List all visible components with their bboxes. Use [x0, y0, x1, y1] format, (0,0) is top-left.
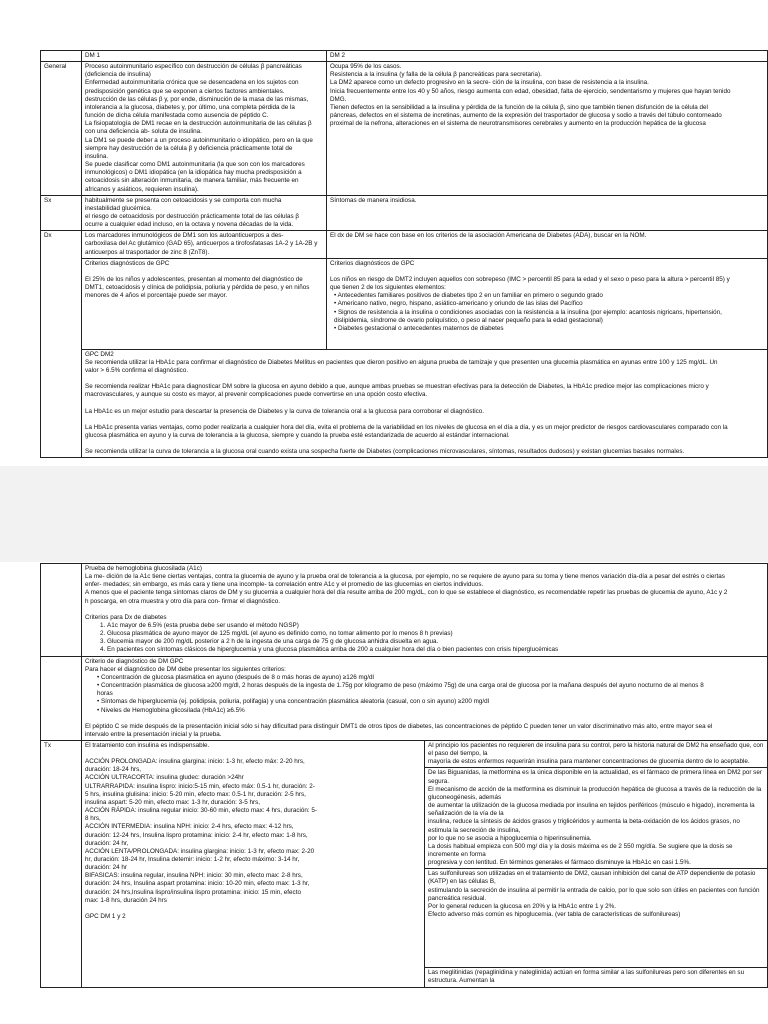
header-dm1: DM 1	[82, 51, 327, 62]
row-label-sx: Sx	[41, 195, 82, 231]
gpc-dm2-p3	[85, 408, 764, 416]
text-line: duración: 24 hr	[85, 864, 128, 872]
gpc-dm2-block-title: GPC DM2	[85, 350, 114, 358]
table-header-row	[41, 51, 768, 62]
text-line: horas	[97, 690, 113, 698]
sx-dm2-cell	[327, 195, 768, 231]
text-line: DMT1, cetoacidosis y clínica de polidipsia, poliuria y pérdida de peso, y en niños	[85, 284, 310, 292]
text-line: • Diabetes gestacional o antecedentes maternos de diabetes	[334, 324, 504, 332]
text-line: Resistencia a la insulina (y falla de la célula β pancreáticas para secretaria).	[330, 71, 542, 79]
text-line: duración: 24 hrs, Insulina aspart protamina: inicio: 10-20 min, efecto max: 1-3 hr,	[85, 880, 310, 888]
gpc-criteria-intro: Para hacer el diagnóstico de DM debe presentar los siguientes criterios:	[85, 665, 286, 673]
gpc-dm1-title: Criterios diagnósticos de GPC	[85, 259, 170, 267]
text-line: Se recomienda utilizar la HbA1c para confirmar el diagnóstico de Diabetes Mellitus en pacientes que dieron positivo en alguna prueba de tamizaje y que presenten una glucemia plasmática en ayunas entre 100 y 125 mg/dL. Un	[85, 358, 718, 366]
text-line: cetoacidosis sin alteración inmunitaria, de manera familiar, más frecuente en	[85, 177, 299, 185]
text-line: • Signos de resistencia a la insulina o condiciones asociadas con la resistencia a la insulina (por ejemplo: acantosis nigricans, hipertensión,	[334, 308, 722, 316]
text-line: valor > 6.5% confirma el diagnóstico.	[85, 367, 189, 375]
text-line: Al principio los pacientes no requieren de insulina para su control, pero la historia natural de DM2 ha enseñado que, con el paso del tiempo, la	[428, 741, 764, 758]
text-line: dislipidemia, síndrome de ovario poliquístico, o peso al nacer pequeño para la edad gestacional)	[334, 316, 603, 324]
text-line: Inicia frecuentemente entre los 40 y 50 años, riesgo aumenta con edad, obesidad, falta de ejercicio, sendentarismo y mujeres que hayan tenido	[330, 87, 731, 95]
text-line: siempre hay destrucción de la célula β y deficiencia prácticamente total de	[85, 144, 293, 152]
text-line: Se puede clasificar como DM1 autoinmunitaria (la que son con los marcadores	[85, 161, 305, 169]
text-line: inmunológicos) o DM1 idiopática (en la idiopática hay mucha predisposición a	[85, 169, 302, 177]
text-line: • Antecedentes familiares positivos de diabetes tipo 2 en un familiar en primero o segundo grado	[334, 292, 603, 300]
text-line: habitualmente se presenta con cetoacidosis y se comporta con mucha	[85, 196, 282, 204]
dx-gpc-dm2-cell	[327, 258, 768, 349]
tx-dm1-insulins	[85, 758, 421, 905]
text-line: duración: 24 hrs,Insulina lispro/insulina lispro protamina: inicio: 15 min, efecto	[85, 888, 301, 896]
text-line: La dosis habitual empieza con 500 mg/ día y la dosis máxima es de 2 550 mg/día. Se sugiere que la dosis se incremente en forma	[428, 842, 733, 858]
gpc-dm2-intro	[330, 276, 764, 292]
text-line: Tienen defectos en la sensibilidad a la insulina y pérdida de la función de la célula β, sino que también tienen disfunción de la célula del	[330, 103, 708, 111]
page-gap	[0, 466, 768, 562]
text-line: menores de 4 años el porcentaje puede ser mayor.	[85, 292, 228, 300]
text-line: insulina aspart: 5-20 min, efecto max: 1-3 hr, duración: 3-5 hrs,	[85, 798, 260, 806]
text-line: africanos y asiáticos, requieren insulina).	[85, 185, 199, 193]
text-line: La fisiopatología de DM1 recae en la destrucción autoinmunitaria de las células β	[85, 120, 312, 128]
text-line: • Niveles de Hemoglobina glicosilada (HbA1c) ≥6.5%	[97, 706, 245, 714]
text-line: ACCIÓN INTERMEDIA: insulina NPH: inicio: 2-4 hrs, efecto max: 4-12 hrs,	[85, 823, 294, 831]
row-tx	[41, 740, 768, 987]
text-line: páncreas, defectos en el sistema de incretinas, aumento de la expresión del trasportador de glucosa y sodio a través del túbulo contorneado	[330, 112, 722, 120]
gpc-dm2-p2	[85, 383, 764, 399]
tx-dm1-cell	[82, 740, 425, 987]
row-dx-gpc	[41, 258, 768, 349]
text-line: La DM2 aparece como un defecto progresivo en la secre- ción de la insulina, con base de resistencia a la insulina.	[330, 79, 649, 87]
gpc-dm2-block	[82, 349, 768, 457]
text-line: ACCIÓN RÁPIDA: insulina regular inicio: 30-60 min, efecto max: 4 hrs, duración: 5-	[85, 807, 318, 815]
row-gpc-criteria	[41, 656, 768, 740]
gpc-dm2-bullets	[330, 292, 764, 333]
text-line: Síntomas de manera insidiosa.	[330, 196, 417, 204]
text-line: ACCIÓN LENTA/PROLONGADA: insulina glargina: inicio: 1-3 hr, efecto max: 2-20	[85, 847, 315, 855]
row-sx	[41, 195, 768, 231]
gpc-dm2-p5	[85, 448, 764, 456]
gpc-dm1-text	[85, 276, 323, 300]
text-line: de aumentar la utilización de la glucosa mediada por insulina en tejidos periféricos (músculo e hígado), incrementa la señalización de la vía de la	[428, 802, 755, 818]
text-line: BIFASICAS: insulina regular, insulina NPH: inicio: 30 min, efecto max: 2-8 hrs,	[85, 872, 303, 880]
text-line: (deficiencia de insulina)	[85, 71, 151, 79]
gpc-criteria-label-cell	[41, 656, 82, 740]
dx-dm2-cell	[327, 231, 768, 258]
dm-continuation-table	[40, 563, 768, 988]
text-line: duración: 12-24 hrs, Insulina lispro protamina: inicio: 2-4 hr, efecto max: 1-8 hrs,	[85, 831, 308, 839]
text-line: Proceso autoinmunitario específico con destrucción de células β pancreáticas	[85, 63, 302, 71]
tx-dm2-metformina	[425, 768, 767, 869]
text-line: ocurre a cualquier edad incluso, en la octava y novena décadas de la vida.	[85, 221, 294, 229]
text-line: El péptido C se mide después de la presentación inicial sólo si hay dificultad para distinguir DMT1 de otros tipos de diabetes, las concentraciones de péptido C pueden tener un valor discriminativo más alto, entre mayor sea el	[85, 722, 713, 730]
text-line: Las sulfonilureas son utilizadas en el tratamiento de DM2, causan inhibición del canal de ATP dependiente de potasio (KATP) en las células B,	[428, 870, 756, 886]
page-1	[40, 50, 768, 458]
text-line: El dx de DM se hace con base en los criterios de la asociación Americana de Diabetes (ADA), buscar en la NOM.	[330, 232, 647, 240]
text-line: glucosa plasmática en ayuno y la curva de tolerancia a la glucosa, siempre y cuando la prueba esté estandarizada de acuerdo al estándar internacional.	[85, 431, 510, 439]
tx-dm2-first	[425, 741, 767, 768]
text-line: 5 hrs, insulina glulisina: inicio: 5-20 min, efecto max: 0.5-1 hr, duración: 2-5 hrs,	[85, 790, 306, 798]
text-line: duración: 18-24 hrs,	[85, 766, 142, 774]
criteria-item: 3. Glucemia mayor de 200 mg/dL posterior a 2 h de la ingesta de una carga de 75 g de glucosa anhidra disuelta en agua.	[107, 638, 764, 646]
gpc-criteria-cell	[82, 656, 768, 740]
text-line: duración: 24 hr,	[85, 839, 129, 847]
text-line: • Concentración de glucosa plasmática en ayuno (después de 8 o más horas de ayuno) ≥126 mg/dl	[97, 673, 374, 681]
text-line: hr, duración: 18-24 hr, Insulina detemir: inicio: 1-2 hr, efecto máximo: 3-14 hr,	[85, 856, 300, 863]
text-line: ACCIÓN ULTRACORTA: insulina gludec: duración >24hr	[85, 774, 244, 782]
text-line: • Síntomas de hiperglucemia (ej. polidipsia, poliuria, polifagia) y una concentración plasmática aleatoria (casual, con o sin ayuno) ≥200 mg/dl	[97, 698, 490, 706]
text-line: intervalo entre la presentación inicial y la prueba.	[85, 730, 222, 738]
text-line: con una deficiencia ab- soluta de insulina.	[85, 128, 202, 136]
criteria-item: 4. En pacientes con síntomas clásicos de hiperglucemia y una glucosa plasmática arriba de 200 a cualquier hora del día o bien pacientes con crisis hiperglucémicas	[107, 646, 764, 654]
row-gpc-dm2	[41, 349, 768, 457]
text-line: El 25% de los niños y adolescentes, presentan al momento del diagnóstico de	[85, 275, 303, 283]
text-line: progresiva y con lentitud. En términos generales el fármaco disminuye la HbA1c en casi 1.5%.	[428, 859, 691, 867]
text-line: anticuerpos al trasportador de zinc 8 (ZnT8).	[85, 248, 210, 256]
text-line: macrovasculares, y aunque su costo es mayor, al prevenir complicaciones puede convertirse en una opción costo efectiva.	[85, 391, 428, 399]
text-line: De las Biguanidas, la metformina es la única disponible en la actualidad, es el fármaco de primera línea en DM2 por ser segura.	[428, 769, 762, 785]
text-line: mayoría de estos enfermos requerirán insulina para mantener concentraciones de glucemia dentro de lo aceptable.	[428, 758, 750, 766]
text-line: El mecanismo de acción de la metformina es disminuir la producción hepática de glucosa a través de la reducción de la gluconeogénesis, además	[428, 785, 762, 801]
text-line: enfer- medades; sin embargo, es más cara y tiene una incomple- ta correlación entre A1c y el promedio de las glucemias en ciertos individuos.	[85, 581, 484, 589]
sx-dm1-cell	[82, 195, 327, 231]
hba1c-cell	[82, 564, 768, 657]
general-dm1-cell	[82, 62, 327, 196]
text-line: h poscarga, en otra muestra y otro día para con- firmar el diagnóstico.	[85, 597, 280, 605]
row-hba1c	[41, 564, 768, 657]
text-line: destrucción de las células β y, por ende, disminución de la masa de las mismas,	[85, 95, 309, 103]
general-dm2-cell	[327, 62, 768, 196]
text-line: insulina.	[85, 152, 109, 160]
row-label-general: General	[41, 62, 82, 196]
text-line: DMG.	[330, 95, 347, 103]
text-line: ULTRARRAPIDA: insulina lispro: inicio:5-15 min, efecto máx: 0.5-1 hr, duración: 2-	[85, 782, 315, 790]
header-dm2: DM 2	[327, 51, 768, 62]
text-line: Los niños en riesgo de DMT2 incluyen aquellos con sobrepeso (IMC > percentil 85 para la edad y el sexo o peso para la altura > percentil 85) y	[330, 275, 730, 283]
text-line: función de dicha célula manifestada como ausencia de péptido C.	[85, 112, 269, 120]
row-dx	[41, 231, 768, 258]
text-line: 8 hrs,	[85, 815, 101, 823]
dm-comparison-table	[40, 50, 768, 458]
header-empty-cell	[41, 51, 82, 62]
dx-gpc-dm1-cell	[82, 258, 327, 349]
text-line: predisposición genética que se exponen a ciertos factores ambientales.	[85, 87, 285, 95]
tx-dm2-sulfonilureas	[425, 869, 767, 968]
text-line: proximal de la nefrona, alteraciones en el sistema de neurotransmisores cerebrales y aumento en la producción hepática de la glucosa	[330, 120, 706, 128]
tx-gpc-dm12: GPC DM 1 y 2	[85, 912, 126, 920]
text-line: • Americano nativo, negro, hispano, asiático-americano y oriundo de las islas del Pacífico	[334, 300, 583, 308]
hba1c-label-cell	[41, 564, 82, 657]
tx-dm2-meglitinidas: Las meglitinidas (repaglinidina y nateglinida) actúan en forma similar a las sulfonilureas pero son diferentes en su estructura. Aumentan la	[428, 969, 745, 985]
text-line: por lo que no se asocia a hipoglucemia o hiperinsulinemia.	[428, 834, 592, 842]
gpc-dm2-p1	[85, 359, 764, 375]
text-line: A menos que el paciente tenga síntomas claros de DM y su glucemia a cualquier hora del día resulte arriba de 200 mg/dL, con lo que se establece el diagnóstico, es recomendable repetir las pruebas de glucemia de ayuno, A1c y 2	[85, 589, 728, 597]
text-line: Por lo general reducen la glucosa en 20% y la HbA1c entre 1 y 2%.	[428, 902, 616, 910]
text-line: Ocupa 95% de los casos.	[330, 63, 402, 71]
criteria-title: Criterios para Dx de diabetes	[85, 613, 167, 621]
tx-dm2-cell	[425, 740, 768, 987]
text-line: Se recomienda realizar HbA1c para diagnosticar DM sobre la glucosa en ayuno debido a que, aunque ambas pruebas se muestran efectivas para la detección de Diabetes, la HbA1c predice mejor las complicaciones micro y	[85, 383, 709, 391]
peptide-text	[85, 723, 764, 739]
gpc-criteria-title: Criterio de diagnóstico de DM GPC	[85, 657, 184, 665]
text-line: Los marcadores inmunológicos de DM1 son los autoanticuerpos a des-	[85, 232, 284, 240]
text-line: Se recomienda utilizar la curva de tolerancia a la glucosa oral cuando exista una sospecha fuerte de Diabetes (complicaciones microvasculares, síntomas, resultados dudosos) y existan glucemias basales normales.	[85, 448, 685, 455]
criteria-item: 1. A1c mayor de 6.5% (esta prueba debe ser usando el método NGSP)	[107, 622, 764, 630]
hba1c-text	[85, 573, 764, 606]
gpc-dm2-title: Criterios diagnósticos de GPC	[330, 259, 415, 267]
gpc-dm2-p4	[85, 424, 764, 440]
text-line: La DM1 se puede deber a un proceso autoinmunitario o idiopático, pero en la que	[85, 136, 313, 144]
criteria-list	[85, 622, 764, 655]
text-line: La HbA1c es un mejor estudio para descartar la presencia de Diabetes y la curva de tolerancia oral a la glucosa para corroborar el diagnóstico.	[85, 407, 485, 415]
row-label-dx: Dx	[41, 231, 82, 458]
hba1c-title: Prueba de hemoglobina glucosilada (A1c)	[85, 565, 202, 572]
text-line: La HbA1c presenta varias ventajas, como poder realizarla a cualquier hora del día, evita el problema de la variabilidad en los niveles de glucosa en el día a día, y es un mejor predictor de riesgos cardiovasculares comparado con la	[85, 423, 728, 431]
row-general	[41, 62, 768, 196]
text-line: el riesgo de cetoacidosis por destrucción prácticamente total de las células β	[85, 212, 299, 220]
gpc-criteria-bullets	[85, 674, 764, 715]
text-line: max: 1-8 hrs, duración 24 hrs	[85, 896, 167, 904]
text-line: insulina, reduce la síntesis de ácidos grasos y triglicéridos y aumenta la beta-oxidación de los ácidos grasos, no estimula la secreción de insulina,	[428, 818, 740, 834]
text-line: estimulando la secreción de insulina al permitir la entrada de calcio, por lo que solo son útiles en pacientes con función pancreática residual.	[428, 886, 760, 902]
text-line: La me- dición de la A1c tiene ciertas ventajas, contra la glucemia de ayuno y la prueba oral de tolerancia a la glucosa, por ejemplo, no se requiere de ayuno para su toma y tiene menos variación día-día a pesar del estrés o ciertas	[85, 573, 725, 581]
text-line: carboxilasa del Ac glutámico (GAD 65), anticuerpos a tirofosfatasas 1A-2 y 1A-2B y	[85, 240, 318, 248]
text-line: Enfermedad autoinmunitaria crónica que se desencadena en los sujetos con	[85, 79, 299, 87]
text-line: Efecto adverso más común es hipoglucemia. (ver tabla de características de sulfonilureas)	[428, 911, 681, 919]
text-line: intolerancia a la glucosa, diabetes y, por último, una completa pérdida de la	[85, 103, 295, 111]
tx-dm1-first: El tratamiento con insulina es indispensable.	[85, 741, 210, 749]
dx-dm1-cell	[82, 231, 327, 258]
page-2	[40, 563, 768, 988]
text-line: ACCIÓN PROLONGADA: insulina glargina: inicio: 1-3 hr, efecto máx: 2-20 hrs,	[85, 758, 305, 766]
text-line: inestabilidad glucémica.	[85, 204, 152, 212]
criteria-item: 2. Glucosa plasmática de ayuno mayor de 125 mg/dL (el ayuno es definido como, no tomar alimento por lo menos 8 h previas)	[107, 630, 764, 638]
text-line: que tienen 2 de los siguientes elementos:	[330, 284, 446, 292]
row-label-tx: Tx	[41, 740, 82, 987]
text-line: • Concentración plasmática de glucosa ≥200 mg/dl, 2 horas después de la ingesta de 1.75g por kilogramo de peso (máximo 75g) de una carga oral de glucosa por la mañana después del ayuno nocturno de al menos 8	[97, 682, 704, 690]
